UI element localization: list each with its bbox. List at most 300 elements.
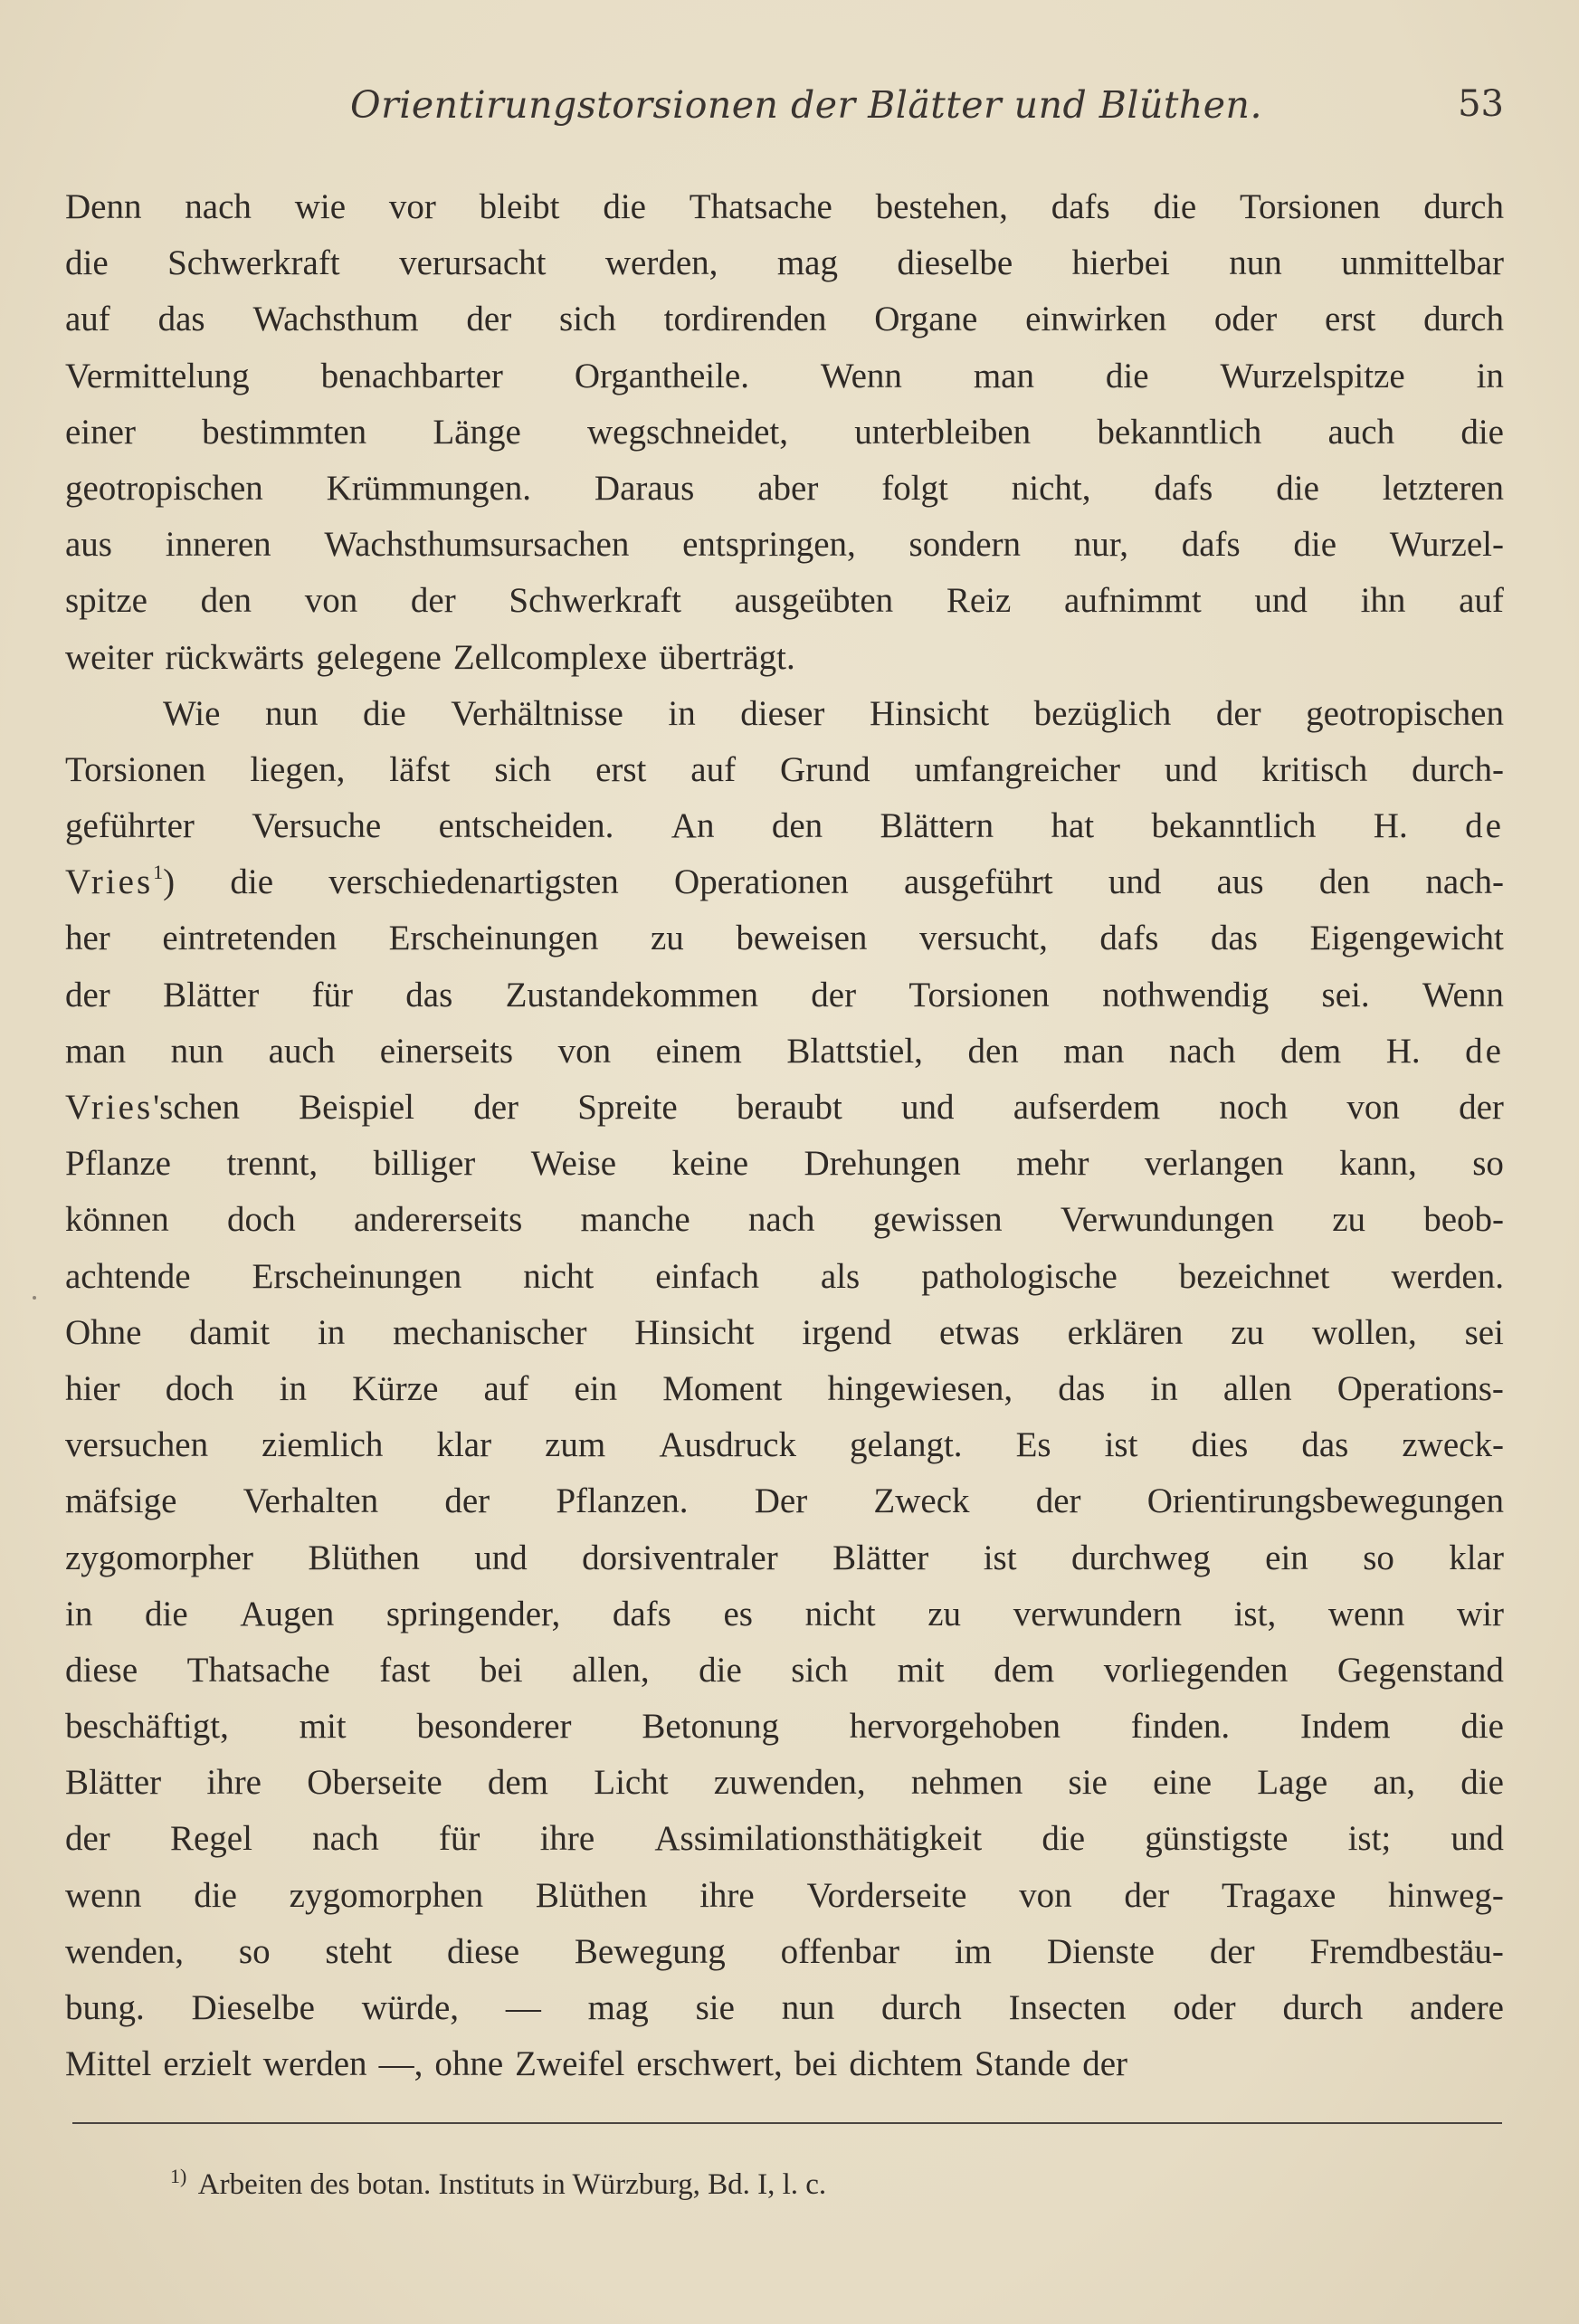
word: so [1363,1538,1394,1577]
word: für [311,975,353,1014]
word: durch [1282,1988,1364,2027]
word: Dienste [1046,1931,1155,1971]
text-line [65,1868,1504,1924]
word: dorsiventraler [582,1538,778,1577]
word: bei [479,1650,523,1690]
word: Wie [163,693,221,733]
word: aufserdem [1013,1088,1161,1127]
word: ist [1104,1425,1138,1465]
word: einer [65,412,136,452]
word: ist [983,1538,1017,1577]
word: andererseits [354,1200,523,1240]
word: Zustandekommen [505,975,758,1014]
word: die [65,243,109,283]
word: erschwert, [636,2044,783,2084]
word: der [1124,1875,1170,1915]
word: und [901,1088,955,1127]
word: ihn [1360,581,1406,621]
word: im [954,1931,992,1971]
word: letzteren [1382,468,1504,508]
word: nach [185,187,252,226]
text-line [65,1080,1504,1136]
word: erklären [1067,1312,1184,1352]
word: den [967,1031,1019,1071]
word: pathologische [921,1256,1118,1296]
text-line [65,1699,1504,1755]
word: Organe [874,300,978,339]
word: steht [325,1931,393,1971]
word: —, [378,2044,423,2084]
word: von [557,1031,612,1071]
word: Mittel [65,2044,152,2084]
word: hierbei [1071,243,1170,283]
word: verwundern [1013,1594,1182,1633]
text-line [65,1811,1504,1867]
word: bei [794,2044,838,2084]
word: Zellcomplexe [452,637,648,677]
footnote-text: Arbeiten des botan. Instituts in Würzburg, Bd. I, l. c. [197,2168,827,2201]
word: dieser [740,693,825,733]
word: Blätter [832,1538,929,1577]
word: sei [1464,1312,1504,1352]
word: es [723,1594,753,1633]
word: zweck- [1402,1425,1504,1465]
word: einerseits [379,1031,514,1071]
word: von [304,581,358,621]
word: werden [262,2044,367,2084]
word: Zweck [873,1481,970,1521]
word: man [1063,1031,1125,1071]
word: den [1318,862,1371,902]
word: und [1108,862,1162,902]
word: Betonung [642,1707,779,1747]
word: nur, [1073,525,1128,565]
word: der [811,975,857,1014]
word: Reiz [946,581,1012,621]
word: nach- [1425,862,1504,902]
word: Wenn [820,356,902,395]
text-line [65,742,1504,798]
word: nach [312,1819,379,1859]
word: An [671,806,715,846]
word: dieselbe [897,243,1013,283]
word: günstigste [1145,1819,1289,1859]
word: von [1346,1088,1400,1127]
word: keine [671,1144,749,1184]
word: läfst [389,749,451,789]
word: sich [791,1650,849,1690]
text-line [65,1192,1504,1248]
word: der [65,1819,110,1859]
word: doch [227,1200,296,1240]
word: wir [1456,1594,1504,1633]
word: die [230,862,274,902]
word: bezeichnet [1178,1256,1330,1296]
word: die [1460,1707,1504,1747]
word: versuchen [65,1425,209,1465]
text-line [65,235,1504,291]
text-line [65,854,1504,910]
word: Weise [530,1144,617,1184]
word: dem [487,1763,549,1803]
word: ist; [1347,1819,1392,1859]
word: hat [1051,806,1095,846]
text-line [65,573,1504,629]
word: Wachsthum [252,300,419,339]
word: Hinsicht [869,693,990,733]
word: Operations- [1336,1368,1504,1408]
word: und [1164,749,1218,789]
page-number: 53 [1458,83,1504,125]
word: etwas [939,1312,1020,1352]
word: man [65,1031,127,1071]
word: bekanntlich [1097,412,1262,452]
word: Beispiel [299,1088,414,1127]
word: bleibt [479,187,560,226]
word: nicht [523,1256,595,1296]
word: in [1150,1368,1178,1408]
word: nicht [804,1594,876,1633]
word: Der [754,1481,808,1521]
word: zygomorphen [289,1875,484,1915]
word: den [771,806,823,846]
word: Verwundungen [1060,1200,1274,1240]
word: beraubt [736,1088,842,1127]
word: der [444,1481,490,1521]
word: zu [650,919,684,958]
text-line [65,517,1504,573]
footnote-mark: 1) [170,2165,187,2187]
word: tordirenden [663,300,827,339]
word: Vermittelung [65,356,250,395]
text-line [65,1530,1504,1586]
word: Blättern [880,806,994,846]
word: achtende [65,1256,191,1296]
word: dies [1191,1425,1249,1465]
word: nun [170,1031,224,1071]
word: zu [927,1594,962,1633]
word: mäfsige [65,1481,177,1521]
word: zygomorpher [65,1538,253,1577]
word: die [1105,356,1149,395]
word: durch [1423,300,1504,339]
word: dem [994,1650,1055,1690]
word: Dieselbe [191,1988,315,2027]
word: Erscheinungen [252,1256,462,1296]
word: Ausdruck [659,1425,796,1465]
word: allen [1222,1368,1292,1408]
page-header [65,83,1504,138]
text-line [65,1305,1504,1361]
word: der [473,1088,519,1127]
word: auf [65,300,110,339]
word: Vorderseite [806,1875,967,1915]
word: die [699,1650,742,1690]
word: Moment [662,1368,783,1408]
word: wegschneidet, [587,412,789,452]
word: nehmen [910,1763,1023,1803]
word: auch [1327,412,1395,452]
word: mehr [1016,1144,1089,1184]
word: dafs [612,1594,671,1633]
word: und [1451,1819,1504,1859]
text-line [65,630,1504,686]
word: das [157,300,205,339]
word: trennt, [226,1144,319,1184]
text-line [65,1136,1504,1192]
word: durch [1423,187,1504,226]
word: damit [189,1312,271,1352]
word: aus [1216,862,1264,902]
word: zu [1332,1200,1365,1240]
word: de [1465,1031,1504,1071]
word: umfangreicher [914,749,1120,789]
word: ist, [1233,1594,1277,1633]
text-line [65,798,1504,854]
text-line [65,1361,1504,1417]
word: mag [587,1988,649,2027]
word: beschäftigt, [65,1707,229,1747]
word: Daraus [594,468,695,508]
word: ohne [434,2044,504,2084]
word: in [668,693,696,733]
word: Spreite [577,1088,678,1127]
word: H. [1385,1031,1421,1071]
word: Krümmungen. [326,468,532,508]
word: Versuche [252,806,382,846]
text-line [65,1249,1504,1305]
word: den [200,581,252,621]
word: Bewegung [574,1931,726,1971]
word: — [505,1988,541,2027]
word: bestimmten [202,412,367,452]
word: die [1460,412,1504,452]
word: beweisen [736,919,868,958]
word: bezüglich [1033,693,1172,733]
word: Indem [1299,1707,1391,1747]
word: nothwendig [1102,975,1270,1014]
word: kann, [1339,1144,1417,1184]
word: der [1459,1088,1504,1127]
text-line [65,291,1504,348]
word: hervorgehoben [849,1707,1061,1747]
word: durch- [1412,749,1504,789]
word: Fremdbestäu- [1309,1931,1504,1971]
word: Torsionen [1239,187,1381,226]
word: so [1472,1144,1504,1184]
word: hinweg- [1388,1875,1504,1915]
word: spitze [65,581,147,621]
word: die [1460,1763,1504,1803]
word: werden, [604,243,718,283]
word: einfach [655,1256,759,1296]
word: Eigengewicht [1309,919,1504,958]
word: einwirken [1025,300,1167,339]
word: ihre [539,1819,595,1859]
body-text [65,179,1504,2092]
word: wenden, [65,1931,185,1971]
word: besonderer [416,1707,572,1747]
word: benachbarter [320,356,503,395]
word: ihre [206,1763,262,1803]
word: in [65,1594,93,1633]
word: in [1476,356,1504,395]
word: überträgt. [659,637,795,677]
footnote-rule [72,2122,1502,2124]
word: offenbar [780,1931,899,1971]
word: die [1293,525,1337,565]
word: Operationen [674,862,849,902]
margin-mark [33,1296,36,1300]
word: bung. [65,1988,145,2027]
text-line [65,348,1504,405]
word: ziemlich [262,1425,384,1465]
text-line [65,179,1504,235]
word: Wurzelspitze [1220,356,1405,395]
word: gewissen [872,1200,1003,1240]
word: bekanntlich [1151,806,1317,846]
word: der [65,975,110,1014]
word: wie [294,187,347,226]
word: das [405,975,453,1014]
word: aber [757,468,819,508]
word: erst [595,749,647,789]
word: gelegene [316,637,442,677]
word: auf [1459,581,1504,621]
word: Es [1015,1425,1051,1465]
word: an, [1373,1763,1416,1803]
word: Thatsache [689,187,832,226]
word: vorliegenden [1103,1650,1289,1690]
text-line [65,1417,1504,1473]
word: mit [299,1707,347,1747]
word: de [1465,806,1504,846]
word: her [65,919,110,958]
word: versucht, [918,919,1048,958]
word: Blätter [163,975,260,1014]
word: sich [559,300,616,339]
word: ausgeübten [734,581,894,621]
footnote [170,2165,826,2202]
word: sie [695,1988,735,2027]
word: werden. [1391,1256,1504,1296]
word: durch [880,1988,962,2027]
word: in [279,1368,308,1408]
word: aufnimmt [1064,581,1202,621]
word: ihre [699,1875,755,1915]
word: Blattstiel, [786,1031,923,1071]
word: das [1058,1368,1106,1408]
word: manche [580,1200,690,1240]
word: Lage [1257,1763,1328,1803]
word: der [410,581,456,621]
word: der [1082,2044,1127,2084]
word: dafs [1099,919,1159,958]
word: und [474,1538,528,1577]
word: geotropischen [1306,693,1504,733]
word: in [317,1312,346,1352]
word: verlangen [1144,1144,1284,1184]
word: Pflanzen. [556,1481,689,1521]
word: rückwärts [165,637,305,677]
word: ausgeführt [904,862,1053,902]
text-line [65,1755,1504,1811]
word: Hinsicht [634,1312,755,1352]
word: nach [747,1200,815,1240]
word: H. [1373,806,1408,846]
word: Vries$^1$) [65,861,176,902]
word: der [466,300,512,339]
word: können [65,1200,169,1240]
word: auf [690,749,737,789]
text-line [65,1024,1504,1080]
word: allen, [572,1650,650,1690]
word: und [1254,581,1308,621]
text-line [65,1924,1504,1980]
word: nicht, [1011,468,1091,508]
word: Blüthen [308,1538,420,1577]
word: Zweifel [515,2044,625,2084]
word: nun [264,693,319,733]
text-line [65,1473,1504,1529]
word: Vries'schen [65,1088,240,1127]
word: so [238,1931,271,1971]
word: diese [446,1931,520,1971]
word: die [363,693,406,733]
word: sondern [908,525,1022,565]
word: Wenn [1422,975,1504,1014]
word: doch [165,1368,234,1408]
word: sich [494,749,552,789]
word: billiger [373,1144,476,1184]
word: die [603,187,646,226]
word: mechanischer [393,1312,587,1352]
word: geführter [65,806,195,846]
word: verschiedenartigsten [328,862,619,902]
text-line [65,686,1504,742]
word: fast [379,1650,431,1690]
word: mit [897,1650,945,1690]
word: Verhältnisse [451,693,623,733]
word: Kürze [352,1368,439,1408]
word: Oberseite [307,1763,442,1803]
word: Wurzel- [1389,525,1504,565]
word: dafs [1051,187,1110,226]
word: Schwerkraft [509,581,681,621]
word: oder [1213,300,1278,339]
word: Orientirungsbewegungen [1146,1481,1504,1521]
word: das [1210,919,1258,958]
word: Licht [594,1763,669,1803]
word: liegen, [250,749,346,789]
word: man [973,356,1034,395]
text-line [65,461,1504,517]
word: auf [483,1368,529,1408]
word: andere [1410,1988,1504,2027]
word: Regel [169,1819,252,1859]
word: bestehen, [875,187,1008,226]
word: beob- [1423,1200,1504,1240]
word: entspringen, [682,525,856,565]
text-line [65,1586,1504,1643]
word: Länge [433,412,521,452]
word: geotropischen [65,468,263,508]
text-line [65,967,1504,1024]
word: folgt [881,468,948,508]
word: Blätter [65,1763,162,1803]
word: Organtheile. [574,356,749,395]
word: Drehungen [804,1144,961,1184]
